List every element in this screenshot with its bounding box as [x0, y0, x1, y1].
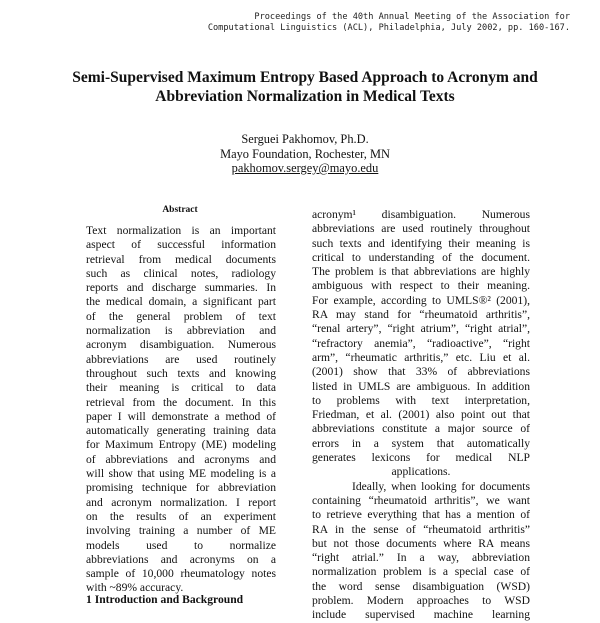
body-line: The problem is that abbreviations are highly: [312, 265, 530, 279]
body-line: RA may stand for “rheumatoid arthritis”,: [312, 308, 530, 322]
body-line: Friedman, et al. (2001) also point out that: [312, 408, 530, 422]
abstract-line: abbreviations and acronyms on a: [86, 552, 276, 566]
body-line: For example, according to UMLS®² (2001),: [312, 293, 530, 307]
title-line-2: Abbreviation Normalization in Medical Texts: [155, 88, 455, 105]
abstract-line: retrieval from the document. In this: [86, 395, 276, 409]
body-line: the word sense disambiguation (WSD): [312, 579, 530, 593]
abstract-line: paper I will demonstrate a method of: [86, 409, 276, 423]
body-line: normalization problem is a special case of: [312, 565, 530, 579]
body-line: “refractory anemia”, “radioactive”, “right: [312, 336, 530, 350]
abstract-line: models used to normalize: [86, 538, 276, 552]
body-line: Ideally, when looking for documents: [352, 479, 530, 493]
abstract-line: will show that using ME modeling is a: [86, 467, 276, 481]
abstract-line: reports and discharge summaries. In: [86, 281, 276, 295]
abstract-line: for Maximum Entropy (ME) modeling: [86, 438, 276, 452]
body-line: to retrieve everything that has a mention of: [312, 508, 530, 522]
body-line: (2001) show that 33% of abbreviations: [312, 365, 530, 379]
abstract-line: their meaning is critical to data: [86, 381, 276, 395]
proceedings-line-1: Proceedings of the 40th Annual Meeting of the Association for: [254, 12, 570, 22]
abstract-line: Text normalization is an important: [86, 224, 276, 237]
abstract-line: sample of 10,000 rheumatology notes: [86, 567, 276, 581]
body-line: RA in the sense of “rheumatoid arthritis”: [312, 522, 530, 536]
proceedings-header: [150, 12, 570, 34]
body-line: ambiguous with respect to their meaning.: [312, 279, 530, 293]
body-line: problem. Modern approaches to WSD: [312, 594, 530, 608]
abstract-line: involving training a number of ME: [86, 524, 276, 538]
body-line: “renal artery”, “right atrium”, “right atrial”,: [312, 322, 530, 336]
author-affiliation: Mayo Foundation, Rochester, MN: [220, 146, 390, 161]
body-line: arm”, “rheumatic arthritis,” etc. Liu et al.: [312, 350, 530, 364]
title-line-1: Semi-Supervised Maximum Entropy Based Approach to Acronym and: [72, 69, 538, 86]
body-line: acronym¹ disambiguation. Numerous: [312, 208, 530, 221]
body-line: critical to understanding of the document.: [312, 250, 530, 264]
abstract-line: automatically generating training data: [86, 424, 276, 438]
body-line: include supervised machine learning: [312, 608, 530, 622]
abstract-line: acronym disambiguation. Numerous: [86, 338, 276, 352]
abstract-line: with ~89% accuracy.: [86, 581, 184, 595]
abstract-line: the medical domain, a significant part: [86, 295, 276, 309]
abstract-line: throughout such texts and knowing: [86, 366, 276, 380]
abstract-line: aspect of successful information: [86, 238, 276, 252]
abstract-line: such as clinical notes, radiology: [86, 266, 276, 280]
author-name: Serguei Pakhomov, Ph.D.: [241, 132, 369, 146]
body-line: applications.: [391, 465, 451, 479]
body-line: containing “rheumatoid arthritis”, we want: [312, 493, 530, 507]
abstract-line: promising technique for abbreviation: [86, 481, 276, 495]
body-line: abbreviations are used routinely throughout: [312, 222, 530, 236]
abstract-line: normalization is abbreviation and: [86, 324, 276, 338]
right-column-body: [312, 208, 530, 623]
paper-title: [40, 68, 570, 106]
abstract-line: on the results of an experiment: [86, 509, 276, 523]
author-email[interactable]: pakhomov.sergey@mayo.edu: [231, 161, 379, 175]
body-line: listed in UMLS are ambiguous. In addition: [312, 379, 530, 393]
author-block: [150, 132, 460, 176]
body-line: to problems with text interpretation,: [312, 393, 530, 407]
abstract-line: retrieval from medical documents: [86, 252, 276, 266]
body-line: errors in a system that automatically: [312, 436, 530, 450]
abstract-line: abbreviations are used routinely: [86, 352, 276, 366]
abstract-line: of the general problem of text: [86, 309, 276, 323]
abstract-line: and acronym normalization. I report: [86, 495, 276, 509]
body-line: “right atrial.” In a way, abbreviation: [312, 551, 530, 565]
proceedings-line-2: Computational Linguistics (ACL), Philadelphia, July 2002, pp. 160-167.: [207, 23, 570, 33]
section-heading-introduction: 1 Introduction and Background: [86, 593, 244, 606]
body-line: abbreviations constitute a major source of: [312, 422, 530, 436]
abstract-line: of abbreviations and acronyms and: [86, 452, 276, 466]
abstract-body: [86, 224, 276, 596]
abstract-heading: Abstract: [162, 205, 198, 215]
body-line: but not those documents where RA means: [312, 536, 530, 550]
body-line: generates lexicons for medical NLP: [312, 451, 530, 465]
body-line: such texts and identifying their meaning is: [312, 236, 530, 250]
